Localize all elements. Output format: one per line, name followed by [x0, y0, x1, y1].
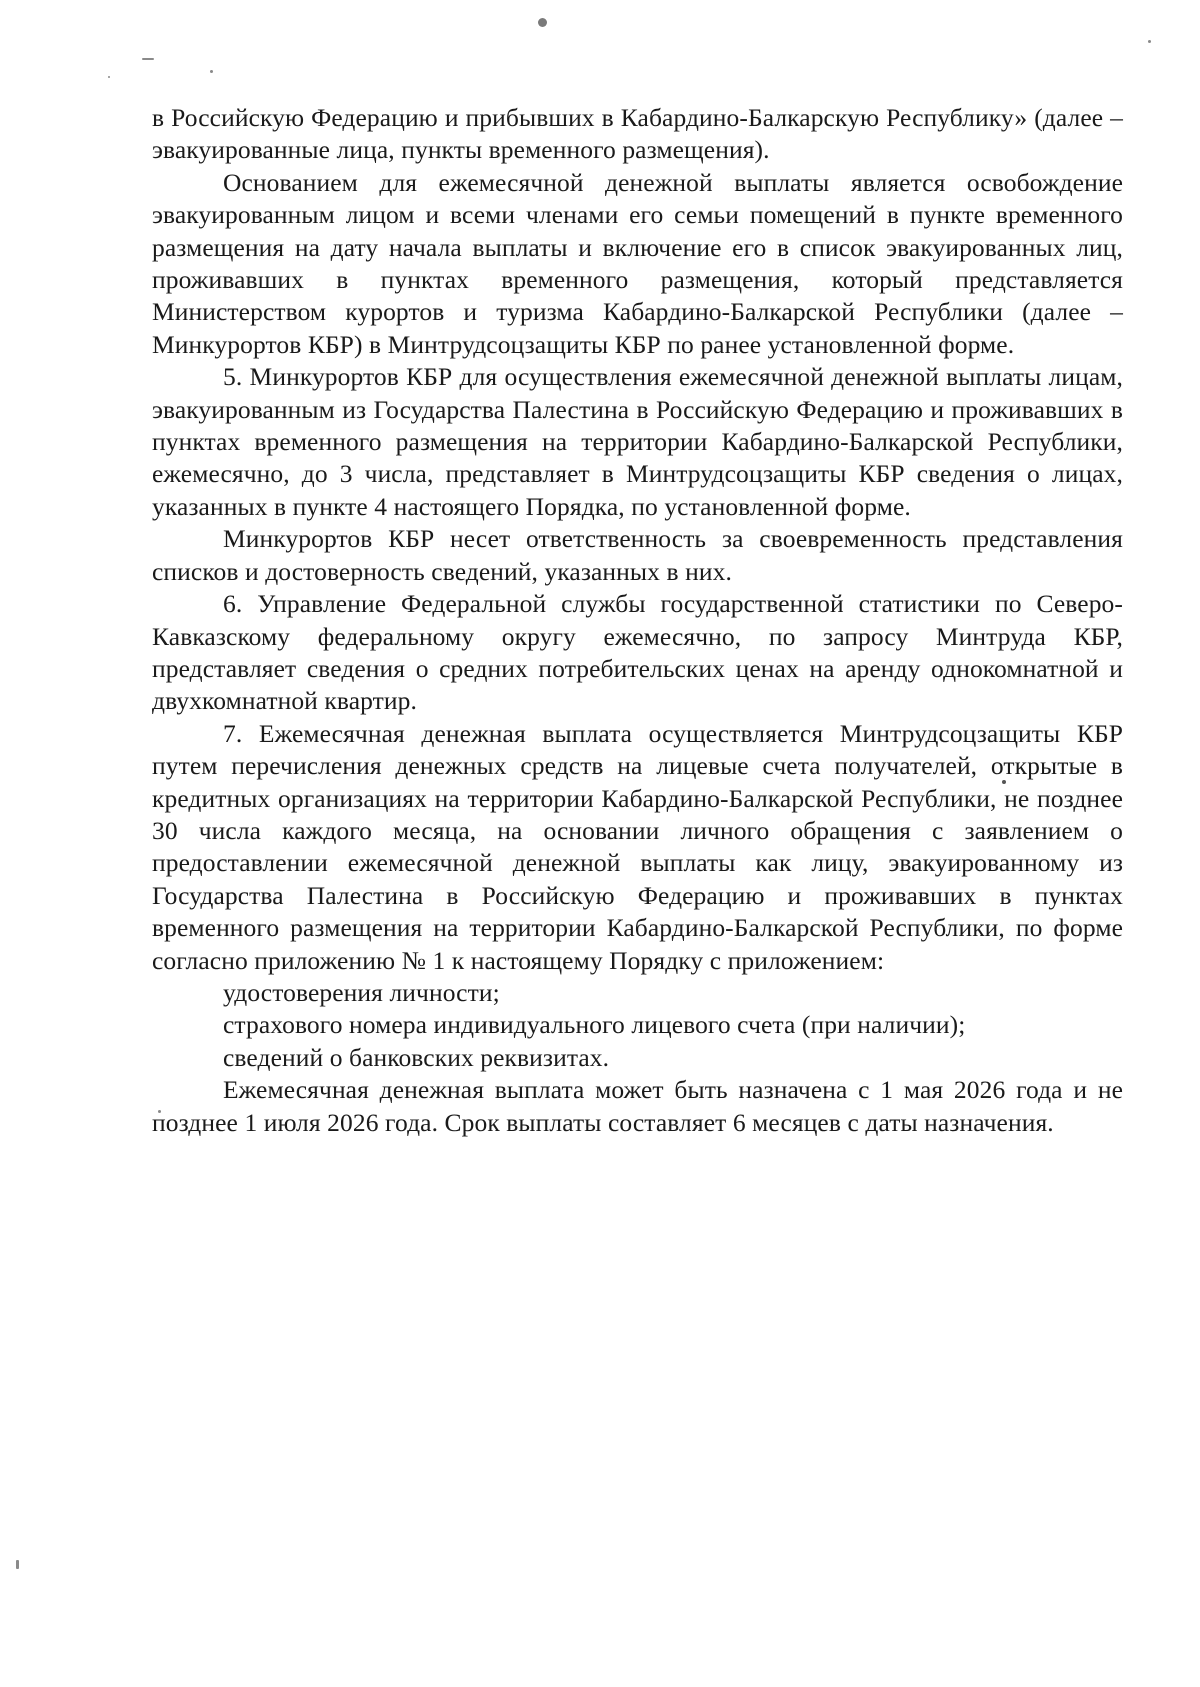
attachment-list-item: удостоверения личности; — [223, 977, 500, 1007]
document-body — [152, 102, 1123, 1139]
paragraph: Минкурортов КБР несет ответственность за своевременность представления списков и достоверность сведений, указанных в них. — [152, 524, 1123, 586]
attachment-list-item: сведений о банковских реквизитах. — [223, 1042, 610, 1072]
paragraph-item-6: 6. Управление Федеральной службы государственной статистики по Северо-Кавказскому федеральному округу ежемесячно, по запросу Минтруда КБР, представляет сведения о средних потребительских ценах на аренду однокомнатной и двухкомнатной квартир. — [152, 589, 1123, 716]
scan-speck — [142, 58, 154, 60]
scan-speck — [1148, 40, 1151, 43]
scan-speck — [16, 1560, 19, 1569]
paragraph: Ежемесячная денежная выплата может быть назначена с 1 мая 2026 года и не позднее 1 июля 2026 года. Срок выплаты составляет 6 месяцев с даты назначения. — [152, 1075, 1123, 1137]
paragraph: в Российскую Федерацию и прибывших в Кабардино-Балкарскую Республику» (далее – эвакуированные лица, пункты временного размещения). — [152, 103, 1123, 165]
attachment-list-item: страхового номера индивидуального лицевого счета (при наличии); — [223, 1010, 966, 1040]
paragraph-item-5: 5. Минкурортов КБР для осуществления ежемесячной денежной выплаты лицам, эвакуированным из Государства Палестина в Российскую Федерацию и проживавших в пунктах временного размещения на территории Кабардино-Балкарской Республики, ежемесячно, до 3 числа, представляет в Минтрудсоцзащиты КБР сведения о лицах, указанных в пункте 4 настоящего Порядка, по установленной форме. — [152, 362, 1123, 521]
paragraph-item-7: 7. Ежемесячная денежная выплата осуществляется Минтрудсоцзащиты КБР путем перечисления денежных средств на лицевые счета получателей, открытые в кредитных организациях на территории Кабардино-Балкарской Республики, не позднее 30 числа каждого месяца, на основании личного обращения с заявлением о предоставлении ежемесячной денежной выплаты как лицу, эвакуированному из Государства Палестина в Российскую Федерацию и проживавших в пунктах временного размещения на территории Кабардино-Балкарской Республики, по форме согласно приложению № 1 к настоящему Порядку с приложением: — [152, 718, 1123, 975]
paragraph: Основанием для ежемесячной денежной выплаты является освобождение эвакуированным лицом и всеми членами его семьи помещений в пункте временного размещения на дату начала выплаты и включение его в список эвакуированных лиц, проживавших в пунктах временного размещения, который представляется Министерством курортов и туризма Кабардино-Балкарской Республики (далее – Минкурортов КБР) в Минтрудсоцзащиты КБР по ранее установленной форме. — [152, 167, 1123, 359]
scan-speck — [210, 70, 213, 73]
scan-speck — [538, 18, 547, 27]
scan-speck — [108, 76, 110, 78]
